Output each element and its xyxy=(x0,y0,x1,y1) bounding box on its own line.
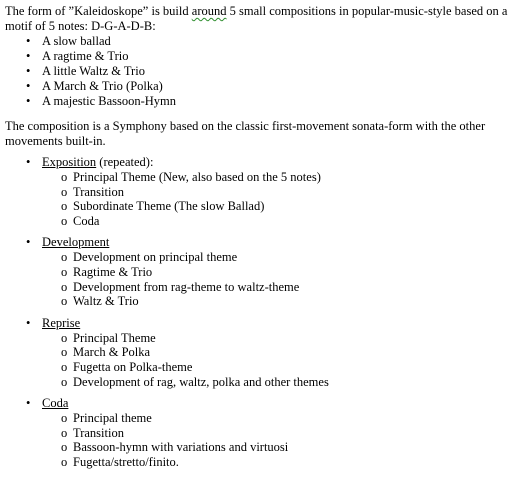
circle-bullet-icon: o xyxy=(61,359,68,374)
section-heading xyxy=(5,235,518,250)
motif-label: A ragtime & Trio xyxy=(42,49,129,63)
section-heading xyxy=(5,396,518,411)
section-suffix: (repeated): xyxy=(96,155,154,169)
bullet-icon: • xyxy=(26,235,31,250)
bullet-icon: • xyxy=(26,94,31,108)
intro-text-after: 5 small compositions in popular-music-style based on a motif of 5 notes: D-G-A-D-B: xyxy=(5,4,508,33)
sub-list xyxy=(5,170,518,228)
section-development xyxy=(5,235,518,308)
motif-label: A little Waltz & Trio xyxy=(42,64,145,78)
bullet-icon: • xyxy=(26,79,31,93)
list-item xyxy=(5,214,518,229)
spellcheck-flagged-word[interactable]: around xyxy=(191,4,227,18)
bullet-icon: • xyxy=(26,64,31,78)
symphony-paragraph: The composition is a Symphony based on the classic first-movement sonata-form with the other movements built-in. xyxy=(5,119,486,148)
list-item xyxy=(5,440,518,455)
circle-bullet-icon: o xyxy=(61,425,68,440)
sub-item-label: Development of rag, waltz, polka and other themes xyxy=(73,374,329,389)
sub-item-label: Ragtime & Trio xyxy=(73,264,153,279)
section-title: Exposition xyxy=(42,155,97,169)
bullet-icon: • xyxy=(26,49,31,63)
section-exposition xyxy=(5,155,518,228)
list-item xyxy=(5,455,518,470)
intro-paragraph xyxy=(5,4,518,34)
list-item xyxy=(5,265,518,280)
section-title: Coda xyxy=(42,396,69,411)
circle-bullet-icon: o xyxy=(61,411,68,426)
circle-bullet-icon: o xyxy=(61,213,68,228)
circle-bullet-icon: o xyxy=(61,374,68,389)
list-item xyxy=(5,426,518,441)
sub-item-label: Development from rag-theme to waltz-theme xyxy=(73,279,300,294)
list-item xyxy=(5,185,518,200)
sub-item-label: Coda xyxy=(73,213,100,228)
bullet-icon: • xyxy=(26,396,31,411)
circle-bullet-icon: o xyxy=(61,345,68,360)
motif-label: A slow ballad xyxy=(42,34,111,48)
list-item xyxy=(5,170,518,185)
sub-item-label: Transition xyxy=(73,184,124,199)
list-item xyxy=(5,360,518,375)
section-heading xyxy=(5,155,518,170)
list-item xyxy=(5,345,518,360)
sub-item-label: Fugetta on Polka-theme xyxy=(73,359,193,374)
sub-list xyxy=(5,411,518,469)
list-item xyxy=(5,79,518,94)
list-item xyxy=(5,34,518,49)
motif-list xyxy=(5,34,518,109)
section-title: Reprise xyxy=(42,315,81,330)
sub-item-label: Bassoon-hymn with variations and virtuosi xyxy=(73,440,289,455)
circle-bullet-icon: o xyxy=(61,170,68,184)
circle-bullet-icon: o xyxy=(61,184,68,199)
intro-text-before: The form of ”Kaleidoskope” is build xyxy=(5,4,192,18)
sub-item-label: Principal Theme (New, also based on the 5 notes) xyxy=(73,170,321,184)
list-item xyxy=(5,411,518,426)
sub-item-label: Principal Theme xyxy=(73,330,156,345)
section-heading xyxy=(5,316,518,331)
bullet-icon: • xyxy=(26,34,31,48)
sub-item-label: Development on principal theme xyxy=(73,250,238,265)
list-item xyxy=(5,49,518,64)
circle-bullet-icon: o xyxy=(61,250,68,265)
motif-label: A majestic Bassoon-Hymn xyxy=(42,94,177,108)
sub-list xyxy=(5,250,518,308)
sub-list xyxy=(5,331,518,389)
circle-bullet-icon: o xyxy=(61,264,68,279)
bullet-icon: • xyxy=(26,155,31,169)
circle-bullet-icon: o xyxy=(61,294,68,309)
circle-bullet-icon: o xyxy=(61,440,68,455)
list-item xyxy=(5,250,518,265)
sub-item-label: Fugetta/stretto/finito. xyxy=(73,454,179,469)
list-item xyxy=(5,331,518,346)
sub-item-label: Waltz & Trio xyxy=(73,294,139,309)
list-item xyxy=(5,64,518,79)
list-item xyxy=(5,94,518,109)
list-item xyxy=(5,199,518,214)
sub-item-label: Subordinate Theme (The slow Ballad) xyxy=(73,199,265,214)
motif-label: A March & Trio (Polka) xyxy=(42,79,163,93)
circle-bullet-icon: o xyxy=(61,279,68,294)
bullet-icon: • xyxy=(26,315,31,330)
sub-item-label: Transition xyxy=(73,425,124,440)
section-title: Development xyxy=(42,235,110,250)
list-item xyxy=(5,375,518,390)
circle-bullet-icon: o xyxy=(61,199,68,214)
list-item xyxy=(5,294,518,309)
sub-item-label: March & Polka xyxy=(73,345,151,360)
section-reprise xyxy=(5,316,518,389)
list-item xyxy=(5,280,518,295)
circle-bullet-icon: o xyxy=(61,454,68,469)
section-coda xyxy=(5,396,518,469)
sub-item-label: Principal theme xyxy=(73,411,152,426)
circle-bullet-icon: o xyxy=(61,330,68,345)
